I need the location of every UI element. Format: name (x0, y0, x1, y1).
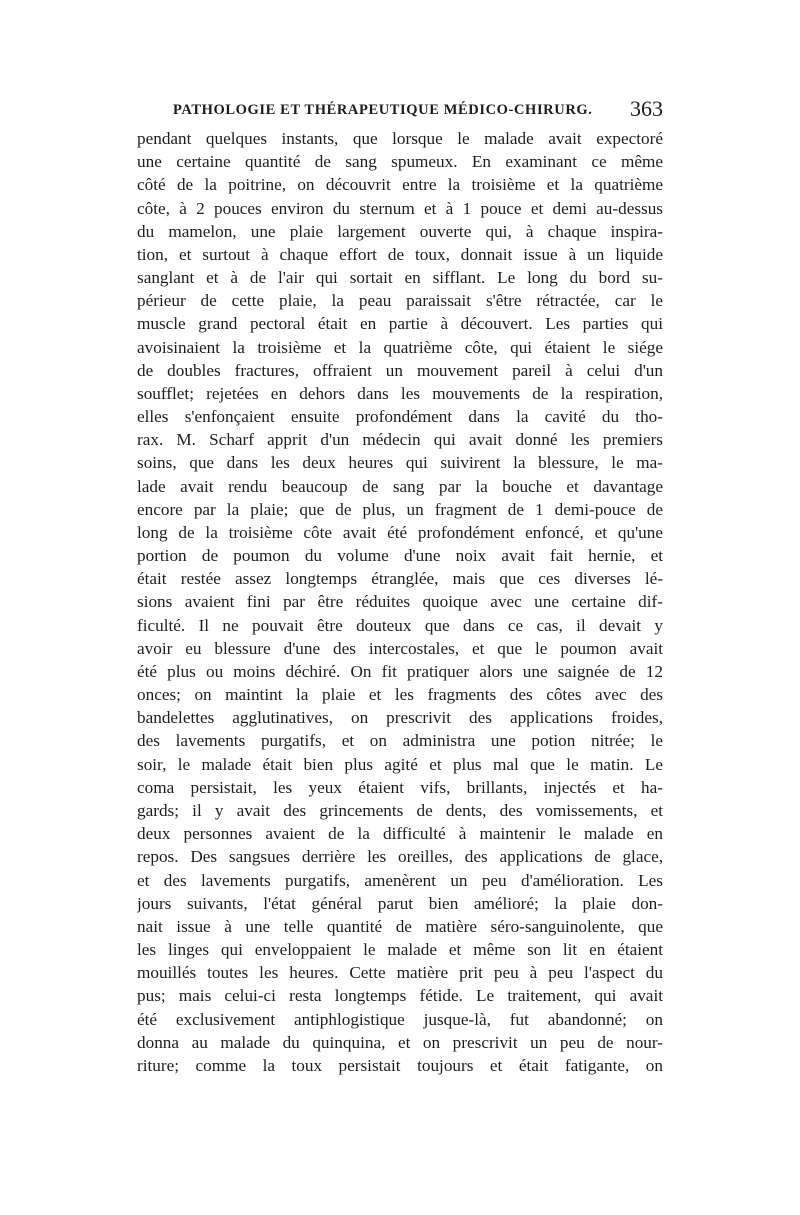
text-line: nait issue à une telle quantité de matière séro-sanguinolente, que (137, 916, 663, 936)
text-line: gards; il y avait des grincements de dents, des vomissements, et (137, 800, 663, 820)
text-line: de doubles fractures, offraient un mouvement pareil à celui d'un (137, 360, 663, 380)
running-title: PATHOLOGIE ET THÉRAPEUTIQUE MÉDICO-CHIRURG. (173, 102, 593, 118)
text-line: côte, à 2 pouces environ du sternum et à 1 pouce et demi au-dessus (137, 198, 663, 218)
text-line: été plus ou moins déchiré. On fit pratiquer alors une saignée de 12 (137, 661, 663, 681)
text-line: repos. Des sangsues derrière les oreilles, des applications de glace, (137, 847, 663, 867)
text-line: sanglant et à de l'air qui sortait en sifflant. Le long du bord su- (137, 268, 663, 288)
text-line: été exclusivement antiphlogistique jusque-là, fut abandonné; on (137, 1009, 663, 1029)
text-line: tion, et surtout à chaque effort de toux, donnait issue à un liquide (137, 244, 663, 264)
text-line: lade avait rendu beaucoup de sang par la bouche et davantage (137, 476, 663, 496)
text-line: pus; mais celui-ci resta longtemps fétide. Le traitement, qui avait (137, 986, 663, 1006)
text-line: onces; on maintint la plaie et les fragments des côtes avec des (137, 685, 663, 705)
text-line: encore par la plaie; que de plus, un fragment de 1 demi-pouce de (137, 499, 663, 519)
text-line: une certaine quantité de sang spumeux. En examinant ce même (137, 152, 663, 172)
text-line: était restée assez longtemps étranglée, mais que ces diverses lé- (137, 569, 663, 589)
text-line: portion de poumon du volume d'une noix avait fait hernie, et (137, 546, 663, 566)
text-line: mouillés toutes les heures. Cette matière prit peu à peu l'aspect du (137, 963, 663, 983)
body-text (137, 127, 663, 1077)
text-line: côté de la poitrine, on découvrit entre la troisième et la quatrième (137, 175, 663, 195)
text-line: du mamelon, une plaie largement ouverte qui, à chaque inspira- (137, 221, 663, 241)
running-head (137, 96, 663, 124)
text-line: et des lavements purgatifs, amenèrent un peu d'amélioration. Les (137, 870, 663, 890)
text-line: ficulté. Il ne pouvait être douteux que dans ce cas, il devait y (137, 615, 663, 635)
text-line: rax. M. Scharf apprit d'un médecin qui avait donné les premiers (137, 430, 663, 450)
text-line: pendant quelques instants, que lorsque le malade avait expectoré (137, 129, 663, 148)
text-line: jours suivants, l'état général parut bien amélioré; la plaie don- (137, 893, 663, 913)
text-line: avoisinaient la troisième et la quatrième côte, qui étaient le siége (137, 337, 663, 357)
text-line: bandelettes agglutinatives, on prescrivit des applications froides, (137, 708, 663, 728)
text-line: coma persistait, les yeux étaient vifs, brillants, injectés et ha- (137, 777, 663, 797)
text-line: soins, que dans les deux heures qui suivirent la blessure, le ma- (137, 453, 663, 473)
text-line: des lavements purgatifs, et on administra une potion nitrée; le (137, 731, 663, 751)
text-line: long de la troisième côte avait été profondément enfoncé, et qu'une (137, 522, 663, 542)
text-line: muscle grand pectoral était en partie à découvert. Les parties qui (137, 314, 663, 334)
text-line: elles s'enfonçaient ensuite profondément dans la cavité du tho- (137, 407, 663, 427)
text-line: soufflet; rejetées en dehors dans les mouvements de la respiration, (137, 383, 663, 403)
text-line: donna au malade du quinquina, et on prescrivit un peu de nour- (137, 1032, 663, 1052)
text-line: avoir eu blessure d'une des intercostales, et que le poumon avait (137, 638, 663, 658)
text-line: riture; comme la toux persistait toujours et était fatigante, on (137, 1055, 663, 1075)
text-line: les linges qui enveloppaient le malade et même son lit en étaient (137, 940, 663, 960)
text-line: deux personnes avaient de la difficulté à maintenir le malade en (137, 824, 663, 844)
text-line: sions avaient fini par être réduites quoique avec une certaine dif- (137, 592, 663, 612)
text-line: périeur de cette plaie, la peau paraissait s'être rétractée, car le (137, 291, 663, 311)
text-line: soir, le malade était bien plus agité et plus mal que le matin. Le (137, 754, 663, 774)
page-number: 363 (630, 96, 663, 121)
